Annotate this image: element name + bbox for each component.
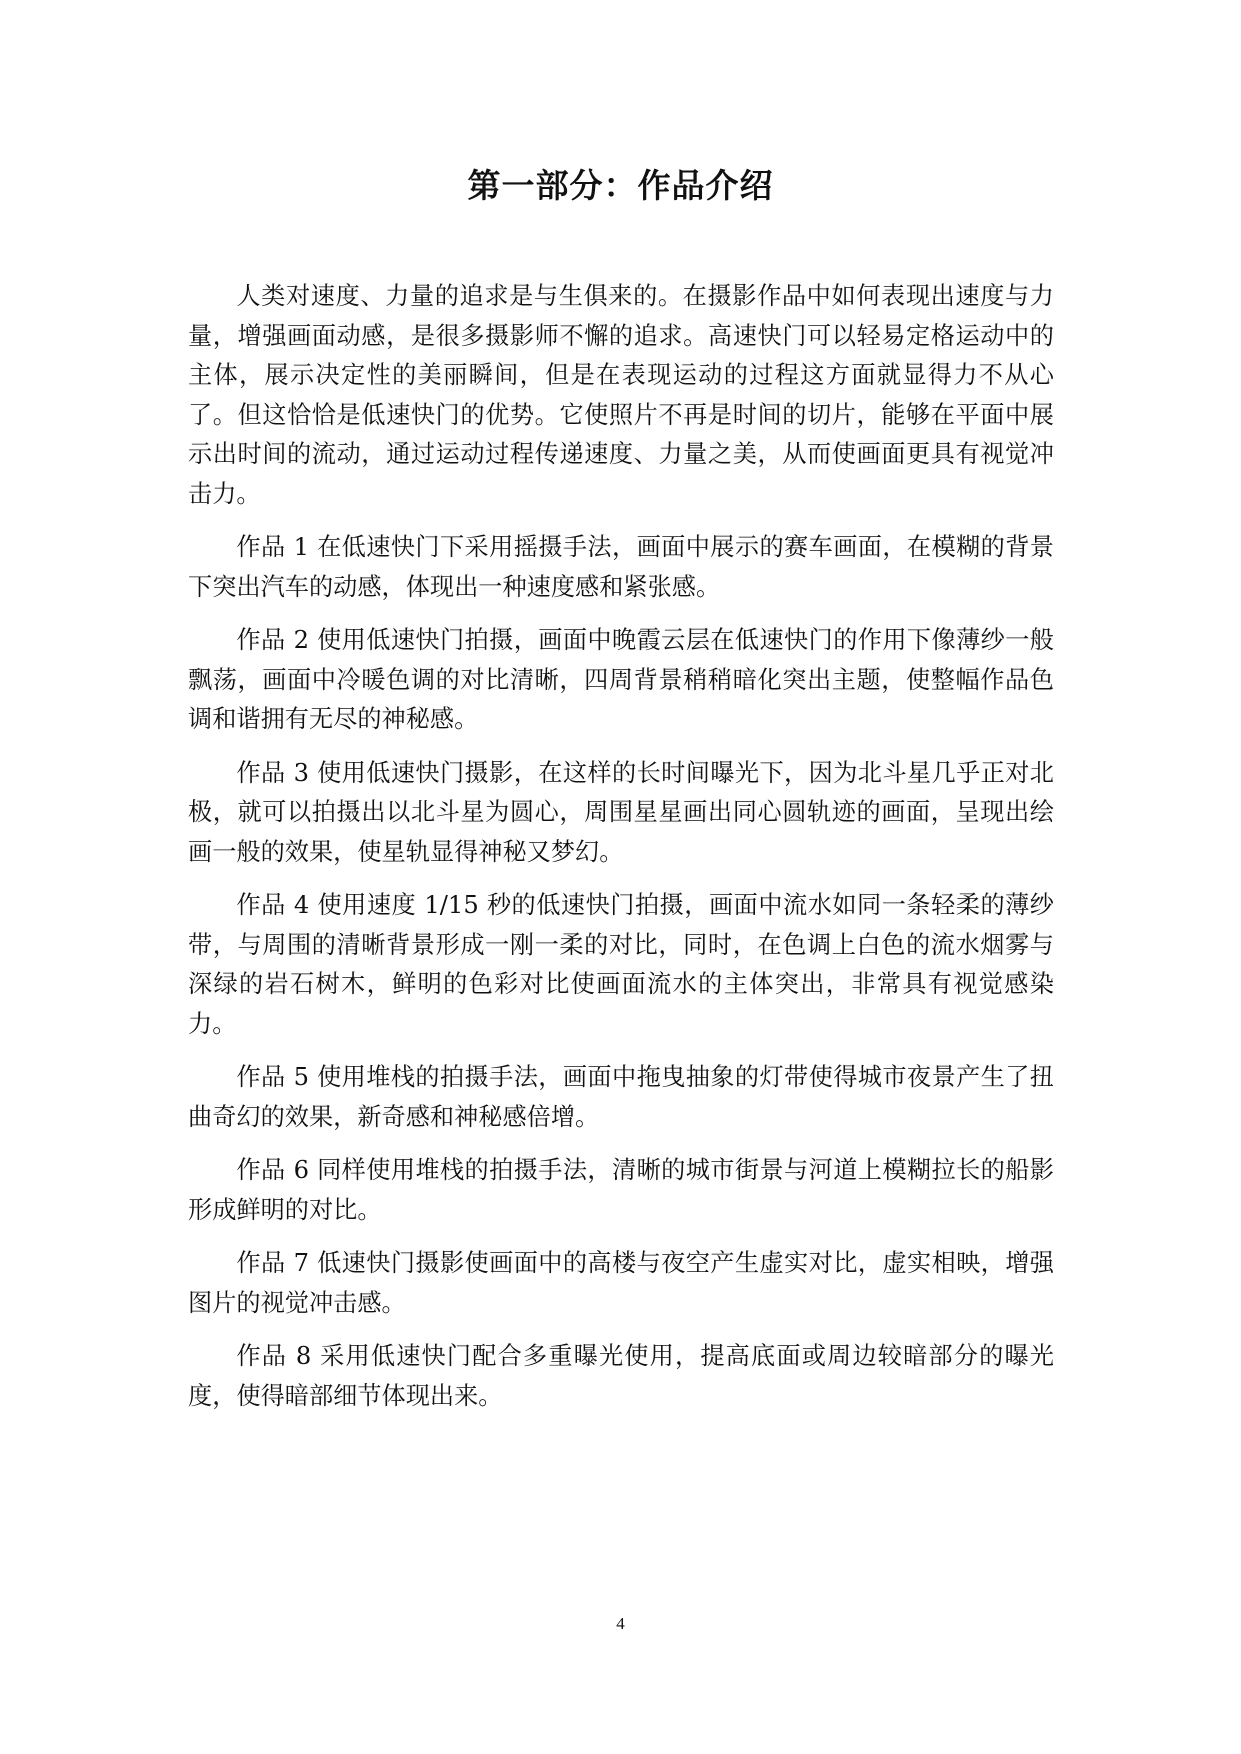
paragraph-work-3: 作品 3 使用低速快门摄影，在这样的长时间曝光下，因为北斗星几乎正对北极，就可以拍摄出以北斗星为圆心，周围星星画出同心圆轨迹的画面，呈现出绘画一般的效果，使星轨显得神秘又梦幻。: [188, 758, 1054, 866]
paragraph-work-5: 作品 5 使用堆栈的拍摄手法，画面中拖曳抽象的灯带使得城市夜景产生了扭曲奇幻的效果，新奇感和神秘感倍增。: [188, 1063, 1054, 1131]
paragraph-work-4: 作品 4 使用速度 1/15 秒的低速快门拍摄，画面中流水如同一条轻柔的薄纱带，与周围的清晰背景形成一刚一柔的对比，同时，在色调上白色的流水烟雾与深绿的岩石树木，鲜明的色彩对比使画面流水的主体突出，非常具有视觉感染力。: [188, 891, 1054, 1038]
paragraph-work-7: 作品 7 低速快门摄影使画面中的高楼与夜空产生虚实对比，虚实相映，增强图片的视觉冲击感。: [188, 1249, 1054, 1317]
section-title: 第一部分：作品介绍: [467, 166, 774, 205]
paragraph-intro: 人类对速度、力量的追求是与生俱来的。在摄影作品中如何表现出速度与力量，增强画面动感，是很多摄影师不懈的追求。高速快门可以轻易定格运动中的主体，展示决定性的美丽瞬间，但是在表现运动的过程这方面就显得力不从心了。但这恰恰是低速快门的优势。它使照片不再是时间的切片，能够在平面中展示出时间的流动，通过运动过程传递速度、力量之美，从而使画面更具有视觉冲击力。: [188, 282, 1054, 508]
paragraph-work-6: 作品 6 同样使用堆栈的拍摄手法，清晰的城市街景与河道上模糊拉长的船影形成鲜明的对比。: [188, 1156, 1054, 1224]
document-body: [188, 277, 1054, 1430]
paragraph-work-2: 作品 2 使用低速快门拍摄，画面中晚霞云层在低速快门的作用下像薄纱一般飘荡，画面中冷暖色调的对比清晰，四周背景稍稍暗化突出主题，使整幅作品色调和谐拥有无尽的神秘感。: [188, 626, 1054, 733]
paragraph-work-1: 作品 1 在低速快门下采用摇摄手法，画面中展示的赛车画面，在模糊的背景下突出汽车的动感，体现出一种速度感和紧张感。: [188, 533, 1054, 601]
page-number: 4: [616, 1614, 625, 1633]
paragraph-work-8: 作品 8 采用低速快门配合多重曝光使用，提高底面或周边较暗部分的曝光度，使得暗部细节体现出来。: [188, 1342, 1054, 1410]
